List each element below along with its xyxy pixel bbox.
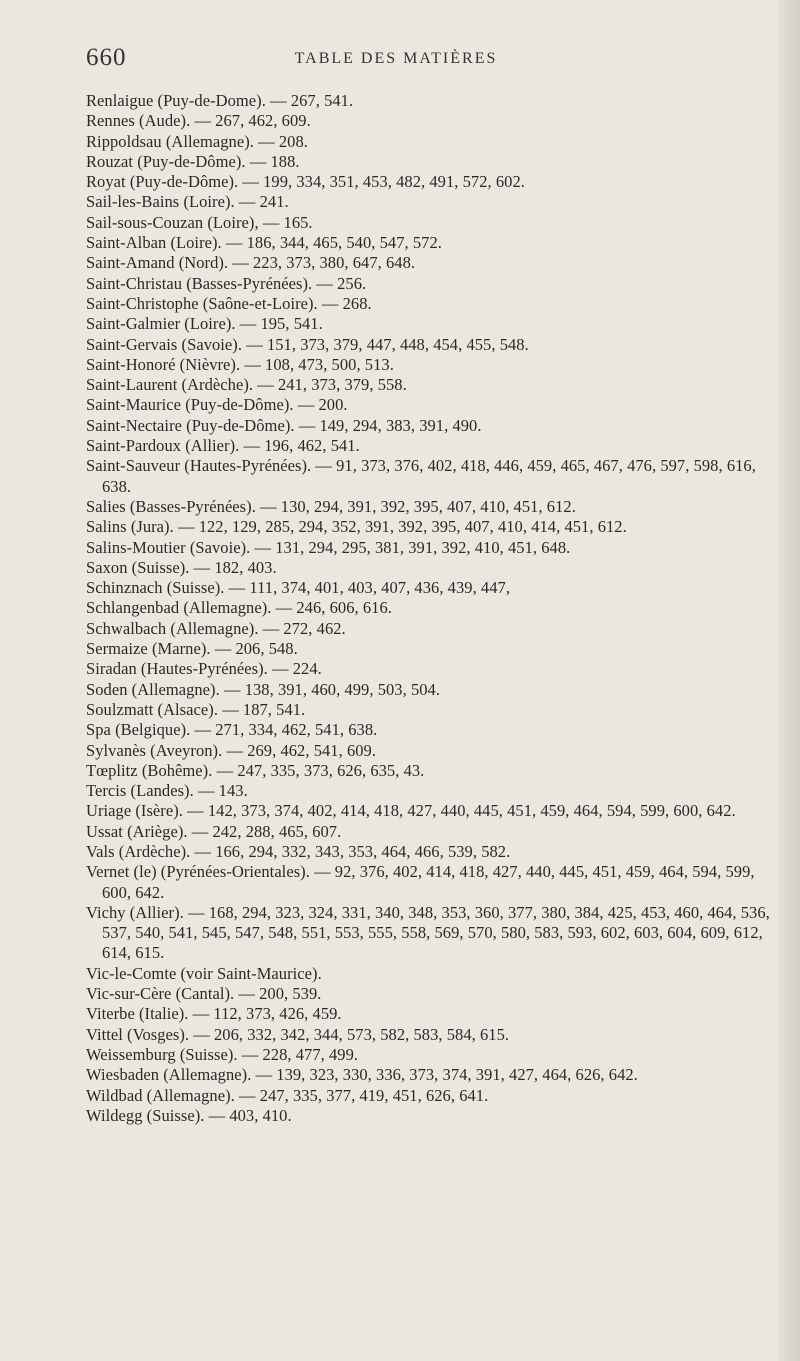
index-entry: [86, 132, 786, 152]
entry-pages: — 247, 335, 377, 419, 451, 626, 641.: [238, 1085, 489, 1105]
entry-pages: — 131, 294, 295, 381, 391, 392, 410, 451, 648.: [254, 537, 571, 557]
entry-pages: — 130, 294, 391, 392, 395, 407, 410, 451, 612.: [260, 496, 576, 516]
index-entry: [86, 416, 786, 436]
index-entry: [86, 456, 786, 497]
entry-place: Saint-Honoré (Nièvre).: [86, 354, 241, 374]
index-entry: [86, 842, 786, 862]
entry-place: Wildbad (Allemagne).: [86, 1085, 235, 1105]
index-entry: [86, 903, 786, 964]
entry-place: Uriage (Isère).: [86, 801, 183, 821]
index-entry: [86, 253, 786, 273]
entry-place: Saint-Pardoux (Allier).: [86, 436, 240, 456]
entry-pages: — 224.: [272, 659, 322, 679]
index-entry: [86, 111, 786, 131]
entry-pages: — 149, 294, 383, 391, 490.: [298, 415, 482, 435]
entry-place: Viterbe (Italie).: [86, 1004, 189, 1024]
entry-place: Royat (Puy-de-Dôme).: [86, 172, 239, 192]
index-entry: [86, 761, 786, 781]
index-entry: [86, 335, 786, 355]
index-entry: [86, 538, 786, 558]
entry-pages: — 208.: [258, 131, 308, 151]
index-entry: [86, 192, 786, 212]
page-header: [86, 44, 706, 74]
index-entry: [86, 375, 786, 395]
entry-place: Siradan (Hautes-Pyrénées).: [86, 659, 268, 679]
entry-pages: — 91, 373, 376, 402, 418, 446, 459, 465, 467, 476, 597, 598, 616, 638.: [102, 456, 756, 496]
index-entry: [86, 172, 786, 192]
entry-place: Renlaigue (Puy-de-Dome).: [86, 91, 266, 110]
index-entry: [86, 355, 786, 375]
index-entry: [86, 598, 786, 618]
entry-place: Wiesbaden (Allemagne).: [86, 1065, 252, 1085]
entry-pages: — 92, 376, 402, 414, 418, 427, 440, 445, 451, 459, 464, 594, 599, 600, 642.: [102, 862, 755, 902]
entry-place: Schwalbach (Allemagne).: [86, 618, 259, 638]
entry-place: Saxon (Suisse).: [86, 557, 190, 577]
entry-place: Sail-sous-Couzan (Loire),: [86, 212, 259, 232]
entry-pages: — 269, 462, 541, 609.: [226, 740, 377, 760]
entry-place: Rippoldsau (Allemagne).: [86, 131, 254, 151]
entry-pages: — 206, 332, 342, 344, 573, 582, 583, 584, 615.: [193, 1024, 510, 1044]
entry-place: Weissemburg (Suisse).: [86, 1044, 238, 1064]
index-entry: [86, 1065, 786, 1085]
index-entry: [86, 436, 786, 456]
entry-pages: — 111, 374, 401, 403, 407, 436, 439, 447,: [228, 578, 510, 598]
entry-pages: — 403, 410.: [208, 1105, 292, 1125]
entry-place: Sylvanès (Aveyron).: [86, 740, 223, 760]
entry-place: Vals (Ardèche).: [86, 841, 191, 861]
index-entry: [86, 213, 786, 233]
index-entry: [86, 1004, 786, 1024]
entry-pages: — 112, 373, 426, 459.: [192, 1004, 342, 1024]
entry-place: Schlangenbad (Allemagne).: [86, 598, 272, 618]
entry-pages: — 256.: [316, 273, 367, 293]
entry-pages: — 247, 335, 373, 626, 635, 43.: [216, 760, 425, 780]
entry-pages: — 241, 373, 379, 558.: [257, 375, 407, 395]
entry-place: Wildegg (Suisse).: [86, 1105, 205, 1125]
entry-place: Ussat (Ariège).: [86, 821, 188, 841]
entry-place: Vic-le-Comte (voir Saint-Maurice).: [86, 963, 322, 983]
entry-place: Salies (Basses-Pyrénées).: [86, 496, 256, 516]
index-entry: [86, 395, 786, 415]
entry-place: Vernet (le) (Pyrénées-Orientales).: [86, 862, 310, 882]
entry-pages: — 122, 129, 285, 294, 352, 391, 392, 395, 407, 410, 414, 451, 612.: [177, 517, 627, 537]
index-entry: [86, 680, 786, 700]
entry-place: Sermaize (Marne).: [86, 639, 211, 659]
index-entry: [86, 1045, 786, 1065]
index-entry: [86, 294, 786, 314]
entry-place: Tœplitz (Bohême).: [86, 760, 213, 780]
entry-place: Salins (Jura).: [86, 517, 174, 537]
entry-place: Rouzat (Puy-de-Dôme).: [86, 151, 246, 171]
entry-pages: — 196, 462, 541.: [243, 436, 360, 456]
index-entry: [86, 862, 786, 903]
entry-place: Rennes (Aude).: [86, 111, 191, 131]
index-entry: [86, 700, 786, 720]
index-entry: [86, 741, 786, 761]
index-entry: [86, 497, 786, 517]
entry-pages: — 271, 334, 462, 541, 638.: [194, 720, 378, 740]
entry-pages: — 151, 373, 379, 447, 448, 454, 455, 548.: [246, 334, 529, 354]
entry-pages: — 165.: [262, 212, 313, 232]
entry-pages: — 139, 323, 330, 336, 373, 374, 391, 427, 464, 626, 642.: [255, 1065, 638, 1085]
entry-place: Soden (Allemagne).: [86, 679, 220, 699]
entry-pages: — 267, 541.: [270, 91, 354, 110]
entry-pages: — 187, 541.: [222, 699, 306, 719]
index-entry: [86, 558, 786, 578]
index-list: [86, 91, 786, 1126]
entry-place: Schinznach (Suisse).: [86, 578, 225, 598]
entry-place: Saint-Sauveur (Hautes-Pyrénées).: [86, 456, 312, 476]
entry-place: Saint-Alban (Loire).: [86, 233, 222, 253]
entry-pages: — 108, 473, 500, 513.: [244, 354, 394, 374]
index-entry: [86, 91, 786, 111]
entry-pages: — 267, 462, 609.: [194, 111, 311, 131]
running-title: TABLE DES MATIÈRES: [294, 50, 498, 67]
entry-pages: — 246, 606, 616.: [275, 598, 392, 618]
index-entry: [86, 578, 786, 598]
entry-place: Saint-Christophe (Saône-et-Loire).: [86, 293, 318, 313]
entry-place: Saint-Maurice (Puy-de-Dôme).: [86, 395, 294, 415]
entry-pages: — 199, 334, 351, 453, 482, 491, 572, 602.: [242, 172, 525, 192]
index-entry: [86, 984, 786, 1004]
index-entry: [86, 233, 786, 253]
entry-pages: — 186, 344, 465, 540, 547, 572.: [225, 233, 442, 253]
index-entry: [86, 1106, 786, 1126]
index-entry: [86, 822, 786, 842]
entry-place: Salins-Moutier (Savoie).: [86, 537, 251, 557]
entry-pages: — 168, 294, 323, 324, 331, 340, 348, 353, 360, 377, 380, 384, 425, 453, 460, 464, 536, 537, 540, 541, 545, 547, 548, 551, 553, 555, 558, 569, 570, 580, 583, 593, 602, 603, 604, 609, 612, 614, 615.: [102, 902, 770, 963]
entry-pages: — 200.: [297, 395, 348, 415]
index-entry: [86, 781, 786, 801]
entry-pages: — 143.: [197, 781, 248, 801]
index-entry: [86, 964, 786, 984]
index-entry: [86, 1025, 786, 1045]
entry-pages: — 242, 288, 465, 607.: [191, 821, 342, 841]
entry-pages: — 268.: [321, 293, 372, 313]
index-entry: [86, 274, 786, 294]
entry-place: Vittel (Vosges).: [86, 1024, 190, 1044]
entry-pages: — 272, 462.: [262, 618, 346, 638]
entry-place: Spa (Belgique).: [86, 720, 191, 740]
entry-pages: — 142, 373, 374, 402, 414, 418, 427, 440, 445, 451, 459, 464, 594, 599, 600, 642.: [187, 801, 736, 821]
index-entry: [86, 517, 786, 537]
entry-place: Sail-les-Bains (Loire).: [86, 192, 235, 212]
entry-pages: — 200, 539.: [238, 984, 322, 1004]
index-entry: [86, 720, 786, 740]
entry-pages: — 241.: [238, 192, 289, 212]
entry-pages: — 206, 548.: [214, 639, 298, 659]
entry-place: Saint-Laurent (Ardèche).: [86, 375, 254, 395]
entry-place: Saint-Nectaire (Puy-de-Dôme).: [86, 415, 295, 435]
entry-place: Saint-Amand (Nord).: [86, 253, 229, 273]
entry-pages: — 188.: [249, 151, 300, 171]
entry-place: Saint-Christau (Basses-Pyrénées).: [86, 273, 313, 293]
entry-pages: — 223, 373, 380, 647, 648.: [232, 253, 416, 273]
entry-pages: — 228, 477, 499.: [241, 1044, 359, 1064]
entry-pages: — 182, 403.: [193, 557, 277, 577]
entry-place: Vichy (Allier).: [86, 902, 184, 922]
entry-place: Tercis (Landes).: [86, 781, 194, 801]
entry-pages: — 195, 541.: [239, 314, 323, 334]
index-entry: [86, 619, 786, 639]
entry-place: Saint-Gervais (Savoie).: [86, 334, 243, 354]
index-entry: [86, 659, 786, 679]
index-entry: [86, 314, 786, 334]
entry-place: Vic-sur-Cère (Cantal).: [86, 984, 235, 1004]
index-entry: [86, 1086, 786, 1106]
index-entry: [86, 639, 786, 659]
page-number: 660: [86, 44, 127, 71]
entry-place: Soulzmatt (Alsace).: [86, 699, 218, 719]
entry-pages: — 166, 294, 332, 343, 353, 464, 466, 539, 582.: [194, 841, 511, 861]
entry-place: Saint-Galmier (Loire).: [86, 314, 236, 334]
entry-pages: — 138, 391, 460, 499, 503, 504.: [223, 679, 441, 699]
index-entry: [86, 152, 786, 172]
index-entry: [86, 801, 786, 821]
